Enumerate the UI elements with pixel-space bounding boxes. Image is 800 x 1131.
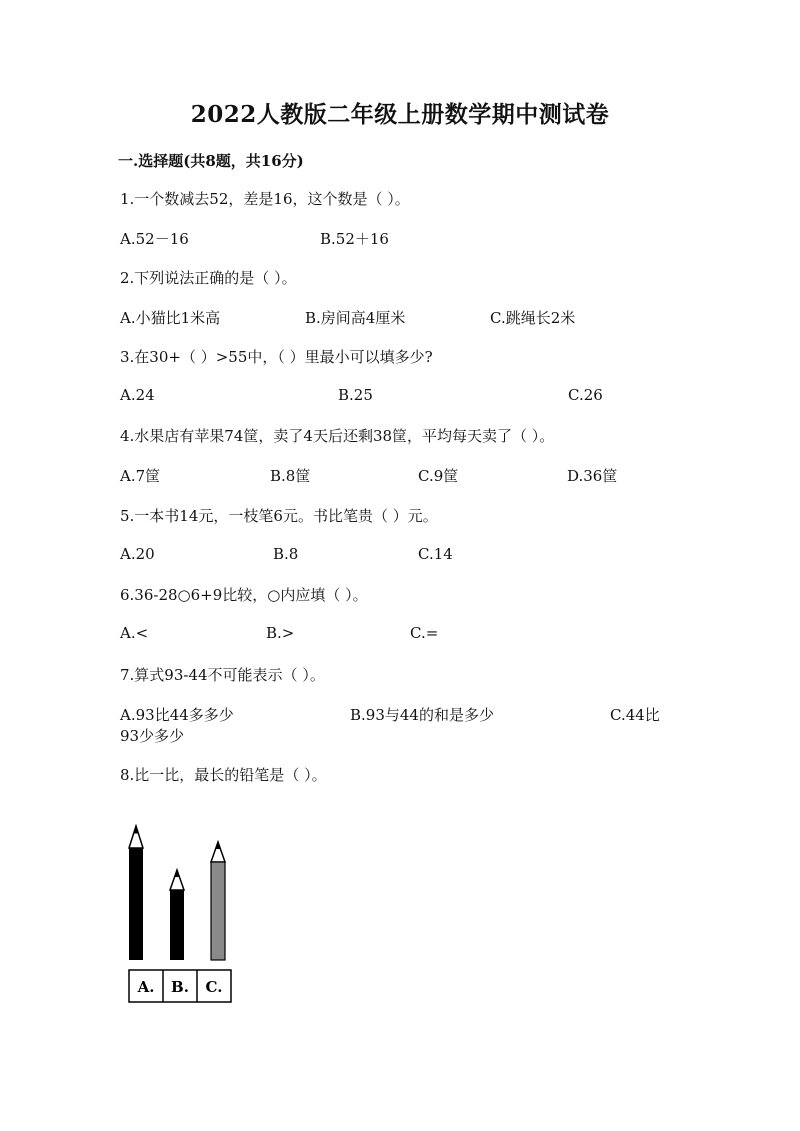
question-2: 2.下列说法正确的是（ ）。 <box>120 269 297 287</box>
option-a: A.7筐 <box>120 467 161 485</box>
option-c: C.14 <box>418 545 453 563</box>
options-3 <box>120 386 720 408</box>
option-b: B.房间高4厘米 <box>305 309 406 327</box>
option-b: B.> <box>266 624 295 642</box>
pencil-a <box>129 826 143 960</box>
label-c: C. <box>205 978 223 996</box>
option-c: C.44比 <box>610 706 660 724</box>
option-b: B.8筐 <box>270 467 311 485</box>
question-8: 8.比一比，最长的铅笔是（ ）。 <box>120 766 327 784</box>
option-d: D.36筐 <box>567 467 618 485</box>
option-a: A.20 <box>120 545 155 563</box>
options-6 <box>120 624 720 646</box>
option-a: A.24 <box>120 386 155 404</box>
pencil-figure <box>125 822 237 1008</box>
option-b: B.93与44的和是多少 <box>350 706 494 724</box>
question-1: 1.一个数减去52，差是16，这个数是（ ）。 <box>120 190 410 208</box>
label-b: B. <box>171 978 189 996</box>
section-heading: 一.选择题(共8题，共16分) <box>118 152 304 170</box>
option-a: A.小猫比1米高 <box>120 309 221 327</box>
option-a: A.< <box>120 624 149 642</box>
option-c: C.= <box>410 624 439 642</box>
options-7 <box>120 704 720 726</box>
question-4: 4.水果店有苹果74筐，卖了4天后还剩38筐，平均每天卖了（ ）。 <box>120 427 555 445</box>
pencil-b <box>170 870 184 960</box>
question-5: 5.一本书14元，一枝笔6元。书比笔贵（ ）元。 <box>120 507 438 525</box>
option-a: A.52－16 <box>120 230 189 248</box>
option-b: B.8 <box>273 545 299 563</box>
option-b: B.25 <box>338 386 373 404</box>
options-4 <box>120 465 720 487</box>
option-c: C.26 <box>568 386 603 404</box>
options-5 <box>120 545 720 567</box>
pencil-c-body <box>211 862 225 960</box>
option-c-continuation: 93少多少 <box>120 727 185 745</box>
pencil-a-body <box>129 848 143 960</box>
question-6: 6.36-28○6+9比较，○内应填（ ）。 <box>120 586 368 604</box>
options-1 <box>120 228 720 250</box>
page-title: 2022人教版二年级上册数学期中测试卷 <box>190 101 610 128</box>
pencil-c <box>211 842 225 960</box>
option-c: C.9筐 <box>418 467 459 485</box>
option-c: C.跳绳长2米 <box>490 309 576 327</box>
options-2 <box>120 307 720 329</box>
option-b: B.52＋16 <box>320 230 389 248</box>
question-3: 3.在30+（ ）>55中，（ ）里最小可以填多少? <box>120 348 433 366</box>
option-a: A.93比44多多少 <box>120 706 234 724</box>
label-a: A. <box>137 978 155 996</box>
pencil-b-body <box>170 890 184 960</box>
question-7: 7.算式93-44不可能表示（ ）。 <box>120 666 325 684</box>
